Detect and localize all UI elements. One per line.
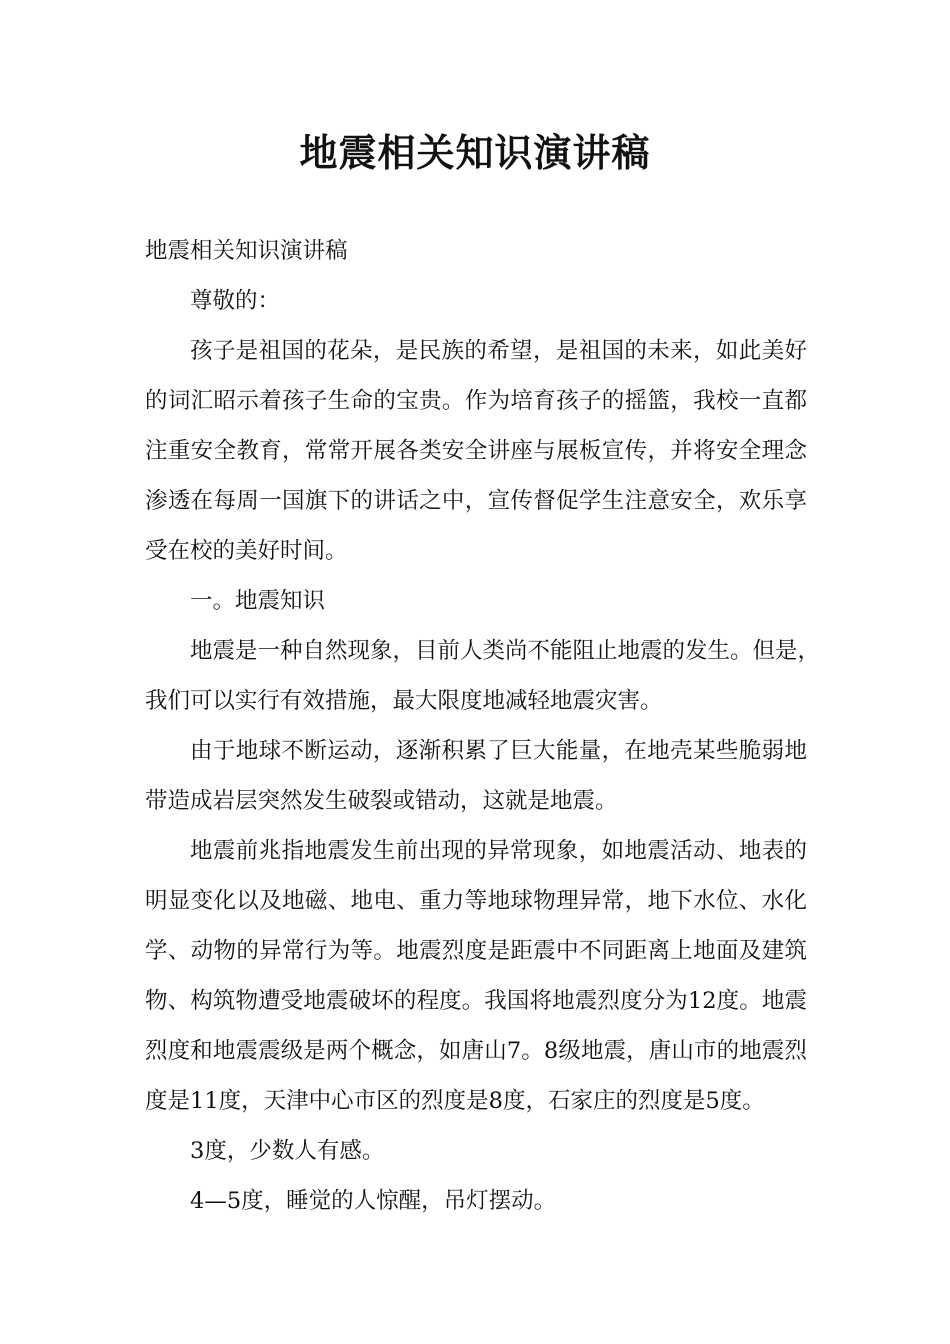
paragraph-line: 带造成岩层突然发生破裂或错动，这就是地震。	[145, 788, 618, 814]
paragraph-line: 孩子是祖国的花朵，是民族的希望，是祖国的未来，如此美好	[190, 338, 807, 364]
paragraph-line: 的词汇昭示着孩子生命的宝贵。作为培育孩子的摇篮，我校一直都	[145, 388, 807, 414]
document-subtitle: 地震相关知识演讲稿	[145, 238, 348, 264]
paragraph-line: 烈度和地震震级是两个概念，如唐山7。8级地震，唐山市的地震烈	[145, 1038, 807, 1064]
paragraph-line: 地震是一种自然现象，目前人类尚不能阻止地震的发生。但是，	[190, 638, 821, 664]
section-heading: 一。地震知识	[190, 588, 326, 614]
paragraph-line: 4—5度，睡觉的人惊醒，吊灯摆动。	[190, 1188, 557, 1214]
paragraph-line: 度是11度，天津中心市区的烈度是8度，石家庄的烈度是5度。	[145, 1088, 765, 1114]
paragraph-line: 渗透在每周一国旗下的讲话之中，宣传督促学生注意安全，欢乐享	[145, 488, 807, 514]
paragraph-line: 地震前兆指地震发生前出现的异常现象，如地震活动、地表的	[190, 838, 807, 864]
paragraph-line: 3度，少数人有感。	[190, 1138, 385, 1164]
paragraph-line: 由于地球不断运动，逐渐积累了巨大能量，在地壳某些脆弱地	[190, 738, 807, 764]
greeting-line: 尊敬的：	[190, 288, 281, 314]
document-title: 地震相关知识演讲稿	[299, 131, 651, 175]
paragraph-line: 我们可以实行有效措施，最大限度地减轻地震灾害。	[145, 688, 663, 714]
paragraph-line: 明显变化以及地磁、地电、重力等地球物理异常，地下水位、水化	[145, 888, 807, 914]
paragraph-line: 物、构筑物遭受地震破坏的程度。我国将地震烈度分为12度。地震	[145, 988, 807, 1014]
paragraph-line: 受在校的美好时间。	[145, 538, 348, 564]
paragraph-line: 学、动物的异常行为等。地震烈度是距震中不同距离上地面及建筑	[145, 938, 807, 964]
paragraph-line: 注重安全教育，常常开展各类安全讲座与展板宣传，并将安全理念	[145, 438, 807, 464]
